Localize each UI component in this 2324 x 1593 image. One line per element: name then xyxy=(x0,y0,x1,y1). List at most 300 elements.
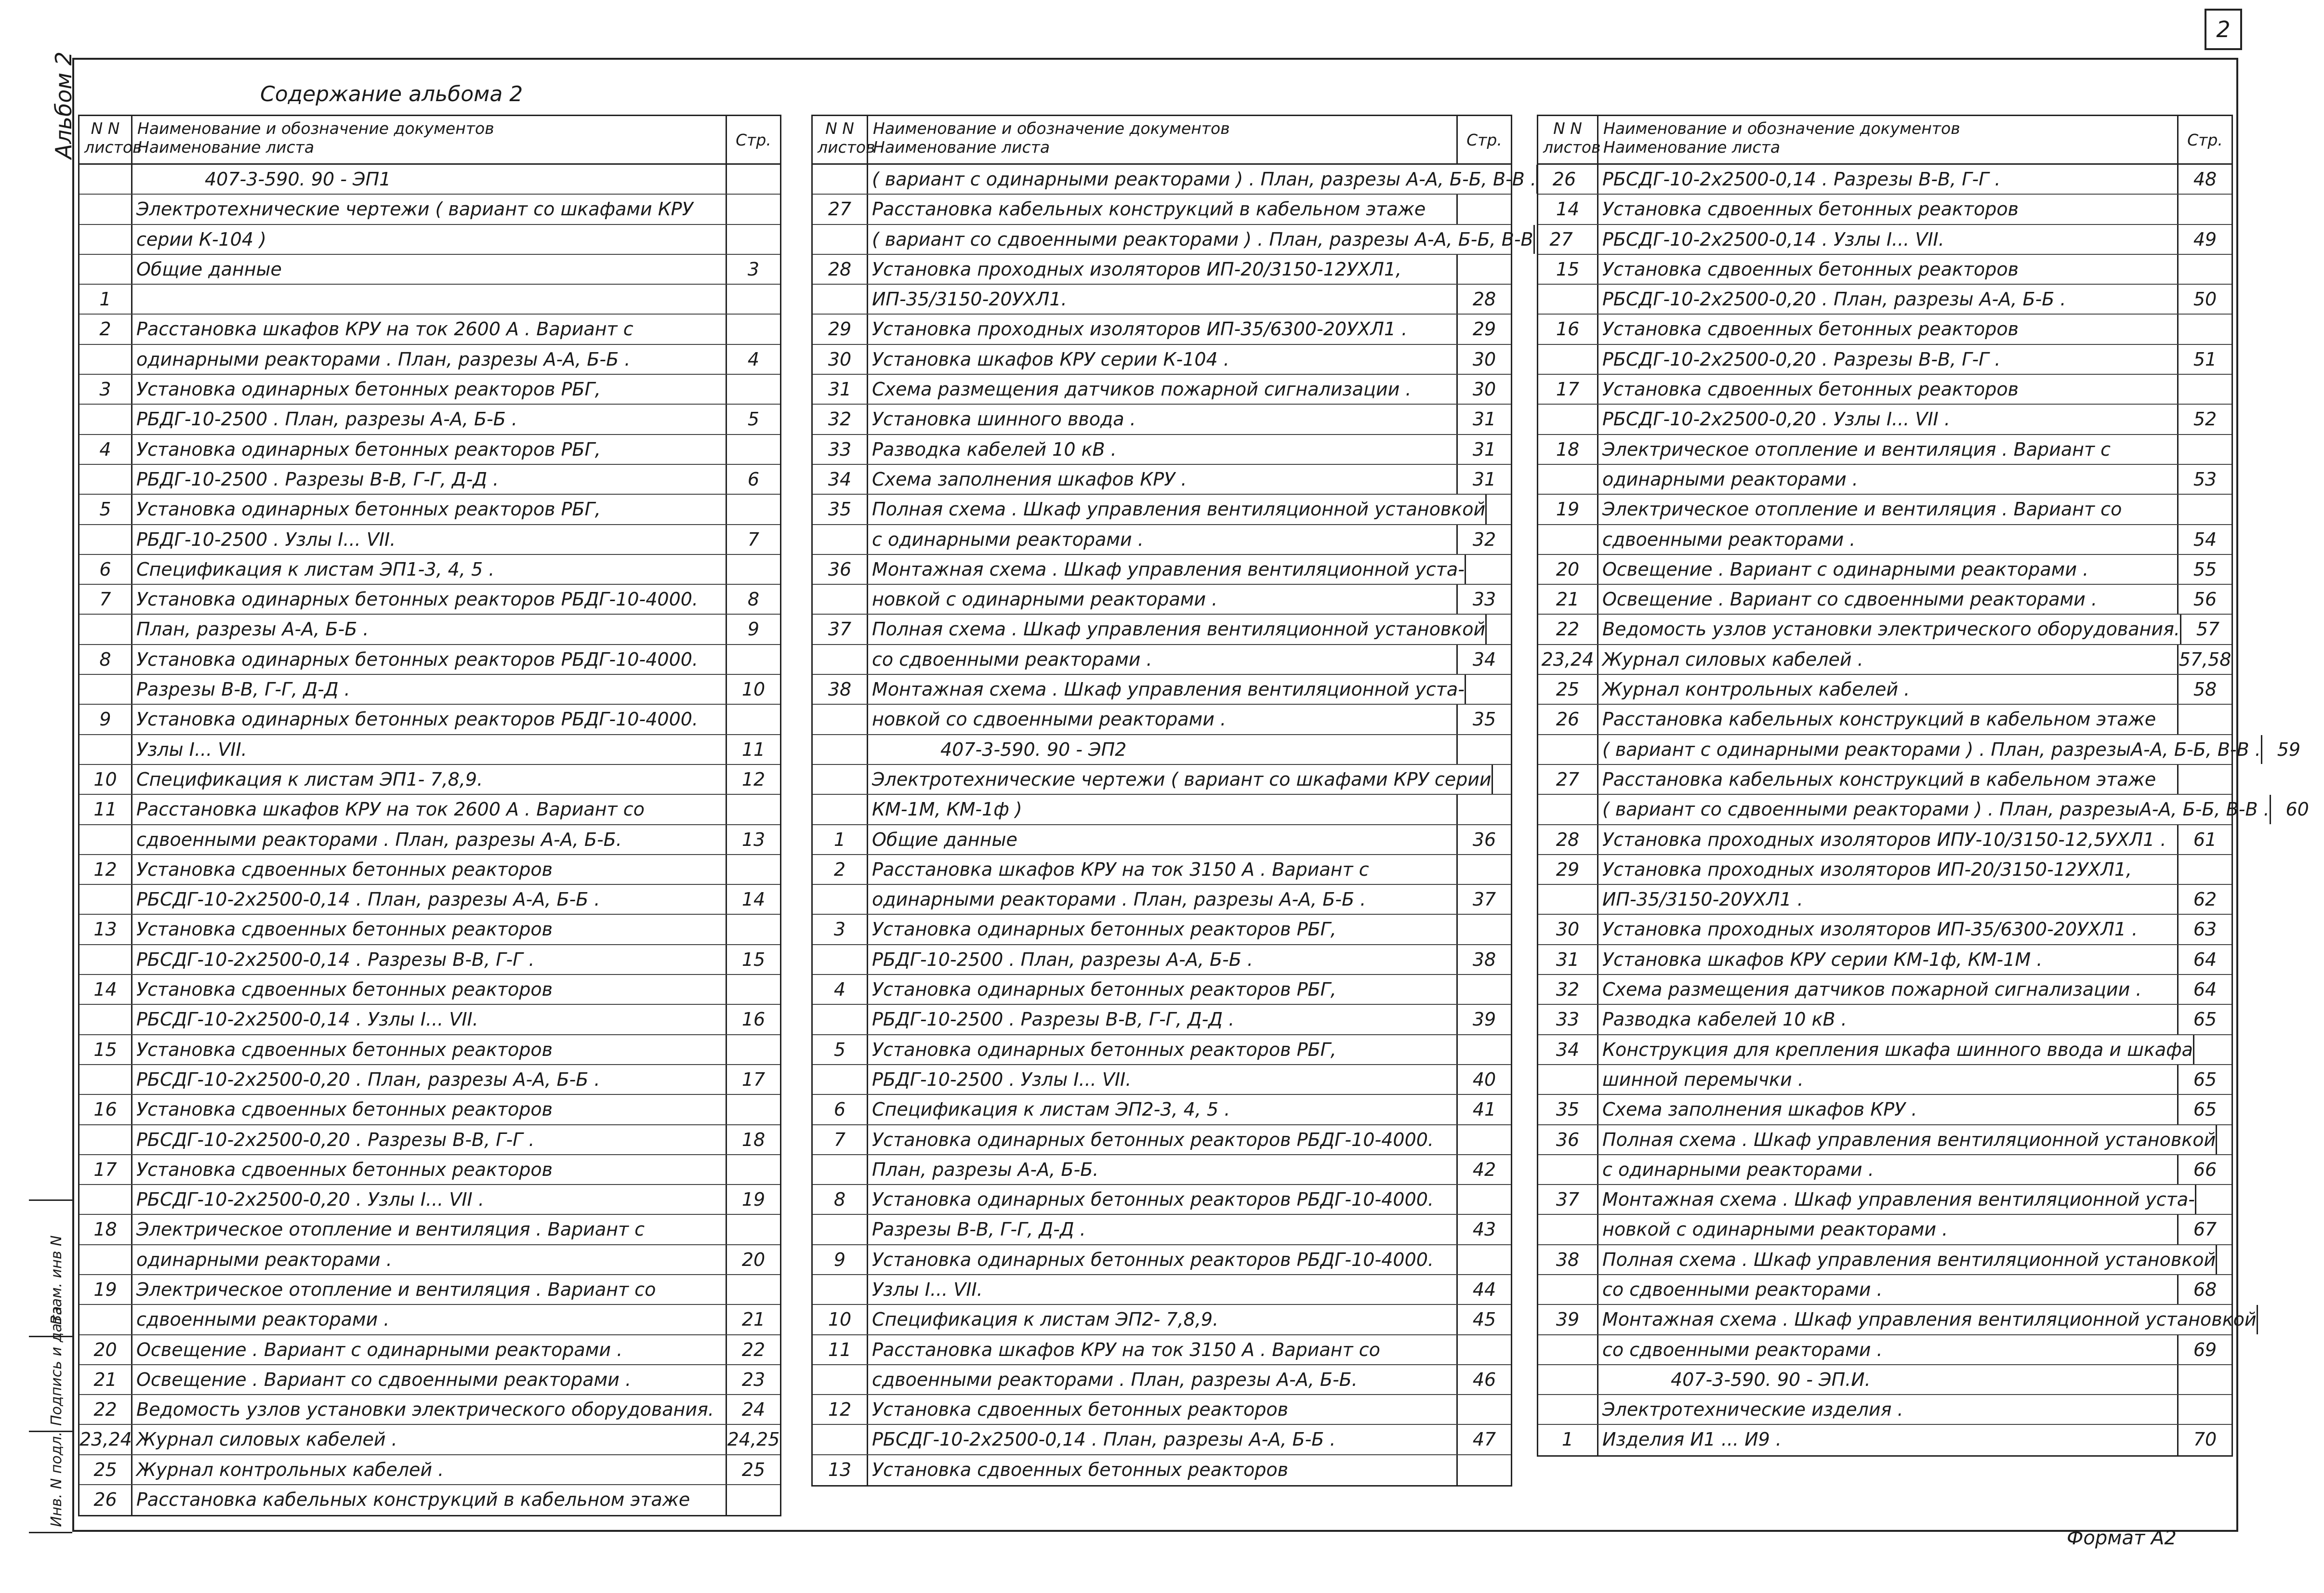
page-number-cell: 34 xyxy=(1472,648,1496,670)
page-number-cell: 59 xyxy=(2277,738,2301,760)
sheet-number-cell: 2 xyxy=(813,855,868,884)
sheet-number-cell xyxy=(79,675,132,704)
page-number-cell xyxy=(2194,1035,2247,1064)
sheet-title-cell: шинной перемычки . xyxy=(1598,1065,2179,1094)
sheet-number-cell xyxy=(79,525,132,554)
sheet-number-cell: 31 xyxy=(813,375,868,404)
page-number-cell: 19 xyxy=(741,1189,766,1211)
page-number-cell: 29 xyxy=(1472,318,1496,340)
sheet-number-cell xyxy=(813,525,868,554)
sheet-title-cell: Расстановка кабельных конструкций в кабельном этаже xyxy=(1598,765,2179,794)
sheet-title-cell: 407-3-590. 90 - ЭП.И. xyxy=(1598,1365,2179,1394)
column-header xyxy=(79,116,780,165)
page-number-cell: 52 xyxy=(2193,408,2217,430)
sheet-number-cell: 35 xyxy=(813,495,868,524)
header-page: Стр. xyxy=(736,130,771,149)
sheet-title-cell: Установка шкафов КРУ серии КМ-1ф, КМ-1М . xyxy=(1598,945,2179,974)
sheet-title-cell: Журнал силовых кабелей . xyxy=(1598,645,2179,674)
toc-row xyxy=(1538,285,2232,315)
toc-row xyxy=(813,315,1511,344)
toc-row xyxy=(1538,645,2232,675)
toc-row xyxy=(1538,1395,2232,1425)
header-page: Стр. xyxy=(2187,130,2223,149)
sheet-title-cell: Установка одинарных бетонных реакторов РБДГ-10-4000. xyxy=(868,1125,1458,1154)
page-number-cell: 15 xyxy=(741,948,766,970)
toc-row xyxy=(79,525,780,555)
sheet-number-cell: 12 xyxy=(79,855,132,884)
sheet-number-cell: 32 xyxy=(813,405,868,434)
toc-row xyxy=(1538,195,2232,224)
page-number-cell xyxy=(1458,255,1511,284)
page-number-cell: 40 xyxy=(1472,1068,1496,1090)
sheet-number-cell xyxy=(1538,345,1598,374)
page-number-cell: 53 xyxy=(2193,468,2217,490)
sheet-number-cell: 27 xyxy=(813,195,868,224)
sheet-number-cell: 35 xyxy=(1538,1095,1598,1124)
page-number-cell xyxy=(2179,1395,2232,1424)
toc-row xyxy=(813,195,1511,224)
sheet-title-cell: Журнал контрольных кабелей . xyxy=(1598,675,2179,704)
sheet-number-cell xyxy=(1538,1395,1598,1424)
page-number-cell: 28 xyxy=(1472,289,1496,310)
toc-row xyxy=(1538,1335,2232,1365)
sheet-title-cell: Спецификация к листам ЭП2-3, 4, 5 . xyxy=(868,1095,1458,1124)
toc-row xyxy=(813,1365,1511,1395)
sheet-title-cell: РБДГ-10-2500 . Узлы I... VII. xyxy=(132,525,727,554)
sheet-number-cell: 4 xyxy=(813,975,868,1004)
page-number-cell: 30 xyxy=(1472,379,1496,400)
page-number-cell xyxy=(727,975,780,1004)
toc-section-row xyxy=(813,735,1511,765)
sheet-title-cell: ( вариант со сдвоенными реакторами ) . План, разрезыА-А, Б-Б, В-В . xyxy=(1598,795,2271,824)
toc-row xyxy=(813,825,1511,855)
toc-row xyxy=(79,1005,780,1035)
sheet-title-cell: РБСДГ-10-2х2500-0,20 . План, разрезы А-А, Б-Б . xyxy=(132,1065,727,1094)
page-number-cell: 35 xyxy=(1472,709,1496,730)
sheet-title-cell: Монтажная схема . Шкаф управления вентиляционной уста- xyxy=(868,555,1466,584)
page-number-cell xyxy=(2217,1125,2270,1154)
sheet-number-cell xyxy=(813,585,868,614)
sheet-title-cell: одинарными реакторами . xyxy=(1598,465,2179,494)
page-number-cell: 60 xyxy=(2285,799,2309,820)
page-number-cell: 65 xyxy=(2193,1099,2217,1120)
sheet-number-cell: 15 xyxy=(79,1035,132,1064)
sheet-number-cell: 10 xyxy=(813,1305,868,1334)
page-number-cell: 48 xyxy=(2193,169,2217,190)
sheet-number-cell xyxy=(813,225,868,254)
sheet-title-cell: Монтажная схема . Шкаф управления вентиляционной уста- xyxy=(1598,1185,2196,1214)
sheet-title-cell: Освещение . Вариант со сдвоенными реакторами . xyxy=(132,1365,727,1394)
sheet-number-cell xyxy=(1538,165,1598,194)
page-number-cell xyxy=(1458,855,1511,884)
toc-row xyxy=(813,1155,1511,1185)
page-number-cell: 62 xyxy=(2193,889,2217,910)
page-number-cell: 66 xyxy=(2193,1159,2217,1180)
page-number-cell xyxy=(727,195,780,224)
page-number-cell: 11 xyxy=(741,738,766,760)
album-title: Содержание альбома 2 xyxy=(260,82,523,106)
sheet-number-cell xyxy=(79,195,132,224)
page-number-cell: 20 xyxy=(741,1249,766,1270)
toc-row xyxy=(813,795,1511,825)
toc-row xyxy=(813,255,1511,285)
toc-row xyxy=(813,165,1576,195)
sheet-title-cell: Общие данные xyxy=(132,255,727,284)
sheet-number-cell xyxy=(1538,885,1598,914)
sheet-title-cell: новкой с одинарными реакторами . xyxy=(868,585,1458,614)
toc-row xyxy=(79,885,780,915)
page-number-cell xyxy=(1458,1035,1511,1064)
toc-section-row xyxy=(1538,1365,2232,1395)
toc-row xyxy=(79,795,780,825)
sheet-title-cell: одинарными реакторами . План, разрезы А-А, Б-Б . xyxy=(132,345,727,374)
toc-row xyxy=(1538,585,2232,615)
toc-row xyxy=(813,225,1573,255)
sheet-title-cell: Расстановка шкафов КРУ на ток 3150 А . Вариант с xyxy=(868,855,1458,884)
sheet-number-cell: 28 xyxy=(1538,825,1598,854)
page-number-cell xyxy=(2179,1365,2232,1394)
page-number-cell: 57 xyxy=(2196,619,2220,640)
sheet-number-cell: 8 xyxy=(813,1185,868,1214)
sheet-number-cell xyxy=(79,825,132,854)
toc-row xyxy=(79,1365,780,1395)
page-number-cell: 67 xyxy=(2193,1219,2217,1240)
sheet-number-cell: 4 xyxy=(79,435,132,464)
sheet-title-cell: Спецификация к листам ЭП1- 7,8,9. xyxy=(132,765,727,794)
toc-row xyxy=(1538,405,2232,434)
page-number-cell: 31 xyxy=(1472,408,1496,430)
sheet-number-cell xyxy=(813,885,868,914)
sheet-title-cell: Освещение . Вариант со сдвоенными реакторами . xyxy=(1598,585,2179,614)
sheet-title-cell: Конструкция для крепления шкафа шинного ввода и шкафа xyxy=(1598,1035,2194,1064)
sheet-number-cell xyxy=(79,255,132,284)
page-number-cell xyxy=(1487,495,1540,524)
sheet-number-cell xyxy=(1538,1365,1598,1394)
sheet-number-cell: 36 xyxy=(813,555,868,584)
sheet-title-cell: РБСДГ-10-2х2500-0,20 . Узлы I... VII . xyxy=(1598,405,2179,434)
sheet-title-cell: новкой со сдвоенными реакторами . xyxy=(868,705,1458,734)
page-number-cell xyxy=(727,495,780,524)
toc-row xyxy=(813,375,1511,405)
page-number-cell xyxy=(727,555,780,584)
sheet-title-cell: Ведомость узлов установки электрического оборудования. xyxy=(132,1395,727,1424)
sheet-title-cell: РБДГ-10-2500 . Разрезы В-В, Г-Г, Д-Д . xyxy=(868,1005,1458,1034)
sheet-number-cell: 26 xyxy=(79,1485,132,1515)
toc-row xyxy=(79,1215,780,1245)
toc-row xyxy=(1538,465,2232,495)
page-number-cell: 58 xyxy=(2193,679,2217,700)
toc-row xyxy=(1538,225,2232,255)
page-number-cell xyxy=(727,285,780,314)
toc-row xyxy=(813,615,1511,645)
page-number-cell: 39 xyxy=(1472,1009,1496,1030)
page-number-cell: 4 xyxy=(747,348,760,370)
toc-row xyxy=(813,1275,1511,1305)
page-number-cell: 45 xyxy=(1472,1309,1496,1330)
sheet-number-cell: 14 xyxy=(1538,195,1598,224)
page-number-cell: 30 xyxy=(1472,348,1496,370)
page-number-cell xyxy=(727,1215,780,1244)
sheet-number-cell xyxy=(1538,1155,1598,1184)
toc-column-1 xyxy=(78,115,781,1516)
sheet-number-cell: 36 xyxy=(1538,1125,1598,1154)
toc-row xyxy=(79,1275,780,1305)
page-number-cell: 24,25 xyxy=(727,1429,780,1450)
toc-row xyxy=(813,405,1511,434)
page-number-cell: 21 xyxy=(741,1309,766,1330)
sheet-number-cell: 27 xyxy=(1538,765,1598,794)
toc-row xyxy=(813,1035,1511,1065)
toc-row xyxy=(79,825,780,855)
page-number-cell xyxy=(727,165,780,194)
header-name xyxy=(132,116,727,163)
toc-row xyxy=(813,1335,1511,1365)
sheet-title-cell: новкой с одинарными реакторами . xyxy=(1598,1215,2179,1244)
toc-row xyxy=(79,465,780,495)
page-number-cell xyxy=(1458,1335,1511,1364)
sheet-number-cell xyxy=(79,945,132,974)
page-number-cell: 37 xyxy=(1472,889,1496,910)
sheet-title-cell: Электротехнические изделия . xyxy=(1598,1395,2179,1424)
toc-row xyxy=(1538,855,2232,885)
page-number-cell: 17 xyxy=(741,1068,766,1090)
toc-row xyxy=(1538,1425,2232,1455)
page-number-cell: 26 xyxy=(1552,169,1576,190)
page-number-cell: 36 xyxy=(1472,829,1496,850)
page-number-cell xyxy=(2179,315,2232,343)
toc-row xyxy=(813,645,1511,675)
toc-row xyxy=(79,615,780,645)
page-number-cell: 27 xyxy=(1549,228,1573,250)
page-number-cell: 33 xyxy=(1472,589,1496,610)
page-number-cell: 22 xyxy=(741,1339,766,1360)
toc-row xyxy=(79,285,780,315)
toc-row xyxy=(79,1425,780,1455)
sheet-title-cell: Полная схема . Шкаф управления вентиляционной установкой xyxy=(1598,1245,2217,1274)
sheet-number-cell xyxy=(79,225,132,254)
toc-row xyxy=(1538,525,2232,555)
page-number-cell: 61 xyxy=(2193,829,2217,850)
sheet-number-cell xyxy=(1538,1335,1598,1364)
sheet-title-cell: Расстановка шкафов КРУ на ток 3150 А . Вариант со xyxy=(868,1335,1458,1364)
header-name xyxy=(868,116,1458,163)
page-number-cell xyxy=(727,375,780,404)
sheet-number-cell: 6 xyxy=(813,1095,868,1124)
toc-row xyxy=(79,735,780,765)
toc-row xyxy=(813,705,1511,735)
page-number-cell xyxy=(727,795,780,824)
sheet-title-cell: Электрическое отопление и вентиляция . Вариант с xyxy=(132,1215,727,1244)
toc-row xyxy=(813,915,1511,945)
sheet-number-cell: 7 xyxy=(813,1125,868,1154)
sheet-number-cell: 9 xyxy=(79,705,132,734)
sheet-title-cell: Установка сдвоенных бетонных реакторов xyxy=(868,1455,1458,1485)
page-number-cell: 64 xyxy=(2193,948,2217,970)
sheet-number-cell xyxy=(79,735,132,764)
sheet-number-cell xyxy=(79,1305,132,1334)
sheet-title-cell: Установка одинарных бетонных реакторов РБГ, xyxy=(132,495,727,524)
sheet-title-cell: Полная схема . Шкаф управления вентиляционной установкой xyxy=(868,615,1487,644)
page-number-cell xyxy=(2179,195,2232,224)
toc-row xyxy=(1538,165,2232,195)
sheet-number-cell: 25 xyxy=(1538,675,1598,704)
toc-row xyxy=(79,1095,780,1125)
toc-row xyxy=(1538,1305,2257,1335)
album-label: Альбом 2 xyxy=(51,51,77,159)
sheet-title-cell: Установка сдвоенных бетонных реакторов xyxy=(132,1035,727,1064)
sheet-title-cell: Установка одинарных бетонных реакторов РБДГ-10-4000. xyxy=(132,585,727,614)
sheet-title-cell: Журнал контрольных кабелей . xyxy=(132,1455,727,1484)
sheet-title-cell: Установка сдвоенных бетонных реакторов xyxy=(132,975,727,1004)
toc-row xyxy=(1538,345,2232,375)
header-name-line2: Наименование листа xyxy=(873,138,1050,157)
toc-row xyxy=(79,225,780,255)
sheet-title-cell: РБСДГ-10-2х2500-0,14 . Разрезы В-В, Г-Г . xyxy=(132,945,727,974)
sheet-number-cell xyxy=(79,1125,132,1154)
sheet-number-cell: 38 xyxy=(1538,1245,1598,1274)
toc-row xyxy=(813,1125,1511,1155)
toc-row xyxy=(1538,615,2232,645)
header-name-line2: Наименование листа xyxy=(1603,138,1781,157)
toc-row xyxy=(1538,495,2232,525)
sheet-number-cell xyxy=(813,795,868,824)
header-name-line1: Наименование и обозначение документов xyxy=(1603,119,1960,138)
toc-row xyxy=(1538,375,2232,405)
sheet-title-cell: одинарными реакторами . xyxy=(132,1245,727,1274)
sheet-title-cell: ( вариант со сдвоенными реакторами ) . План, разрезы А-А, Б-Б, В-В xyxy=(868,225,1535,254)
sheet-number-cell xyxy=(1538,405,1598,434)
page-number-cell xyxy=(727,1155,780,1184)
sheet-title-cell: РБСДГ-10-2х2500-0,20 . Узлы I... VII . xyxy=(132,1185,727,1214)
sheet-title-cell: Разрезы В-В, Г-Г, Д-Д . xyxy=(868,1215,1458,1244)
toc-row xyxy=(79,855,780,885)
sheet-title-cell: Изделия И1 ... И9 . xyxy=(1598,1425,2179,1455)
toc-row xyxy=(79,915,780,945)
sheet-title-cell: Расстановка шкафов КРУ на ток 2600 А . Вариант со xyxy=(132,795,727,824)
page-number-cell xyxy=(1458,1185,1511,1214)
sheet-number-cell: 19 xyxy=(79,1275,132,1304)
toc-row xyxy=(1538,1185,2232,1215)
sheet-number-cell: 25 xyxy=(79,1455,132,1484)
sheet-number-cell xyxy=(1538,735,1598,764)
page-number-cell: 14 xyxy=(741,889,766,910)
page-number-cell xyxy=(1458,195,1511,224)
page-number-cell: 70 xyxy=(2193,1429,2217,1450)
sheet-number-cell: 37 xyxy=(1538,1185,1598,1214)
sheet-number-cell: 37 xyxy=(813,615,868,644)
sheet-number-cell xyxy=(79,1245,132,1274)
sheet-number-cell xyxy=(813,645,868,674)
sheet-number-cell: 39 xyxy=(1538,1305,1598,1334)
sheet-title-cell: со сдвоенными реакторами . xyxy=(1598,1335,2179,1364)
sheet-number-cell xyxy=(813,1275,868,1304)
page-number-cell: 12 xyxy=(741,768,766,790)
toc-row xyxy=(79,1125,780,1155)
sheet-title-cell: Установка одинарных бетонных реакторов РБГ, xyxy=(132,375,727,404)
page-number-cell: 9 xyxy=(747,619,760,640)
toc-row xyxy=(1538,435,2232,465)
toc-row xyxy=(79,945,780,975)
toc-row xyxy=(813,495,1511,525)
toc-row xyxy=(79,765,780,795)
toc-row xyxy=(79,405,780,434)
sheet-number-cell: 6 xyxy=(79,555,132,584)
sheet-number-cell: 28 xyxy=(813,255,868,284)
page-number-cell xyxy=(2179,375,2232,404)
toc-row xyxy=(79,1245,780,1275)
sheet-number-cell: 17 xyxy=(79,1155,132,1184)
page-number-cell: 65 xyxy=(2193,1009,2217,1030)
sheet-number-cell: 2 xyxy=(79,315,132,343)
sheet-title-cell: ( вариант с одинарными реакторами ) . План, разрезы А-А, Б-Б, В-В . xyxy=(868,165,1538,194)
sheet-number-cell: 20 xyxy=(79,1335,132,1364)
sheet-number-cell: 1 xyxy=(813,825,868,854)
sheet-title-cell: Установка одинарных бетонных реакторов РБДГ-10-4000. xyxy=(132,705,727,734)
page-number-cell xyxy=(1458,1125,1511,1154)
toc-row xyxy=(79,1155,780,1185)
page-number-cell: 31 xyxy=(1472,438,1496,460)
sheet-number-cell: 9 xyxy=(813,1245,868,1274)
sheet-title-cell: Разводка кабелей 10 кВ . xyxy=(1598,1005,2179,1034)
sheet-number-cell: 26 xyxy=(1538,705,1598,734)
toc-row xyxy=(1538,765,2232,795)
page-number-cell: 47 xyxy=(1472,1429,1496,1450)
sheet-title-cell: РБСДГ-10-2х2500-0,20 . Разрезы В-В, Г-Г . xyxy=(132,1125,727,1154)
sheet-title-cell: 407-3-590. 90 - ЭП2 xyxy=(868,735,1458,764)
sheet-title-cell: Установка одинарных бетонных реакторов РБГ, xyxy=(868,975,1458,1004)
sheet-number-cell xyxy=(79,345,132,374)
sheet-title-cell: Спецификация к листам ЭП2- 7,8,9. xyxy=(868,1305,1458,1334)
sheet-number-cell: 17 xyxy=(1538,375,1598,404)
page-number-cell: 46 xyxy=(1472,1369,1496,1390)
sheet-number-cell: 38 xyxy=(813,675,868,704)
sheet-title-cell: Спецификация к листам ЭП1-3, 4, 5 . xyxy=(132,555,727,584)
sheet-number-cell xyxy=(813,1065,868,1094)
header-name-line1: Наименование и обозначение документов xyxy=(873,119,1230,138)
toc-row xyxy=(813,1245,1511,1275)
toc-row xyxy=(1538,975,2232,1005)
sheet-title-cell: 407-3-590. 90 - ЭП1 xyxy=(132,165,727,194)
sheet-title-cell: Расстановка кабельных конструкций в кабельном этаже xyxy=(868,195,1458,224)
sheet-title-cell: Расстановка кабельных конструкций в кабельном этаже xyxy=(1598,705,2179,734)
sheet-number-cell xyxy=(1538,795,1598,824)
header-name-line2: Наименование листа xyxy=(137,138,315,157)
page-number-cell xyxy=(727,435,780,464)
page-number-cell xyxy=(2179,705,2232,734)
toc-row xyxy=(79,705,780,735)
page-number-cell xyxy=(1458,735,1511,764)
sheet-title-cell: ИП-35/3150-20УХЛ1 . xyxy=(1598,885,2179,914)
column-header xyxy=(1538,116,2232,165)
toc-row xyxy=(79,585,780,615)
page-number-cell xyxy=(727,855,780,884)
page-number-cell: 25 xyxy=(741,1459,766,1480)
sheet-number-cell xyxy=(813,765,868,794)
sheet-title-cell: РБДГ-10-2500 . План, разрезы А-А, Б-Б . xyxy=(868,945,1458,974)
toc-row xyxy=(1538,1035,2232,1065)
sheet-number-cell xyxy=(79,1005,132,1034)
sheet-number-cell xyxy=(813,1215,868,1244)
sheet-number-cell xyxy=(813,1005,868,1034)
page-number-cell xyxy=(727,645,780,674)
sheet-title-cell: РБСДГ-10-2х2500-0,14 . Узлы I... VII. xyxy=(1598,225,2179,254)
sheet-number-cell: 8 xyxy=(79,645,132,674)
format-label: Формат А2 xyxy=(2067,1527,2177,1549)
sheet-number-cell xyxy=(1538,285,1598,314)
sheet-number-cell: 13 xyxy=(79,915,132,944)
sheet-title-cell: Установка сдвоенных бетонных реакторов xyxy=(868,1395,1458,1424)
sheet-title-cell: Установка сдвоенных бетонных реакторов xyxy=(132,1095,727,1124)
